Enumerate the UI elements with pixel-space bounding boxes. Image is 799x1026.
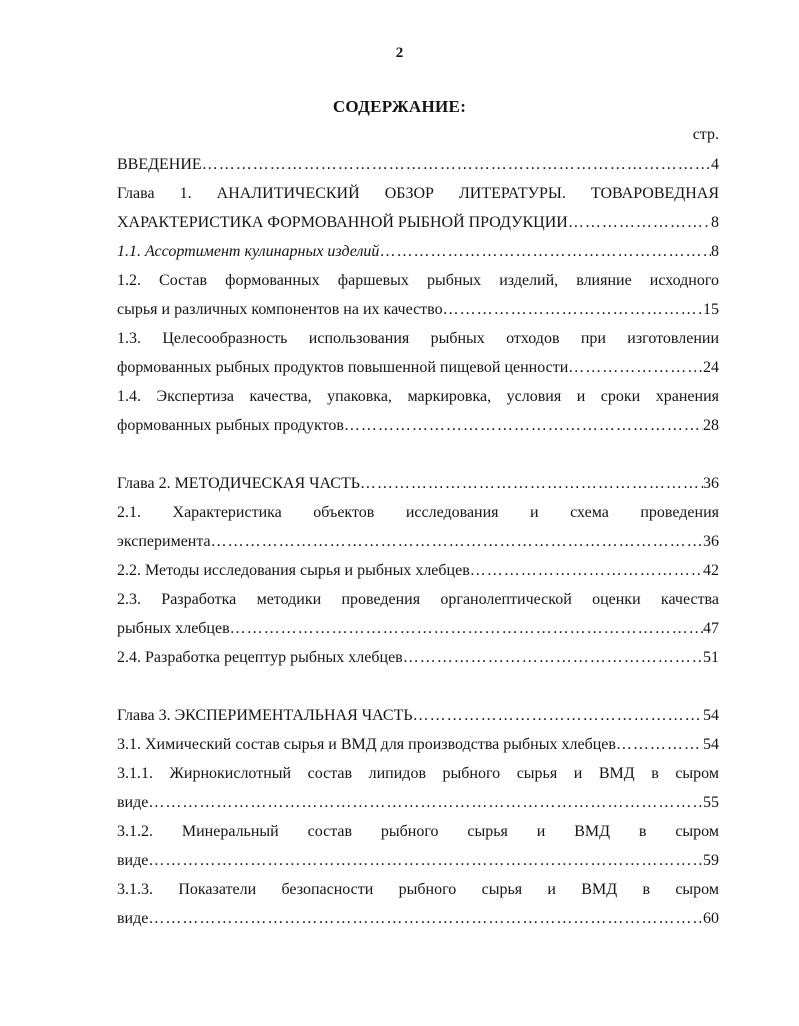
toc-entry-text: 2.4. Разработка рецептур рыбных хлебцев <box>117 649 403 666</box>
dot-leader <box>403 643 703 672</box>
toc-entry-page: 54 <box>703 707 719 724</box>
dot-leader <box>470 556 703 585</box>
toc-entry-page: 42 <box>703 562 719 579</box>
page-number: 2 <box>395 45 404 61</box>
toc-entry-page: 60 <box>703 910 719 927</box>
toc-entry-text: формованных рыбных продуктов <box>117 417 344 434</box>
toc-entry-text: ХАРАКТЕРИСТИКА ФОРМОВАННОЙ РЫБНОЙ ПРОДУКЦИИ <box>117 214 568 231</box>
toc-entry-3-1-1 <box>117 759 719 788</box>
table-of-contents <box>117 150 719 933</box>
toc-entry-text: 3.1.3. Показатели безопасности рыбного сырья и ВМД в сыром <box>117 881 719 898</box>
dot-leader <box>148 904 703 933</box>
toc-entry-text: сырья и различных компонентов на их качество <box>117 301 443 318</box>
toc-entry-page: 8 <box>711 243 719 260</box>
toc-entry-text: 2.2. Методы исследования сырья и рыбных хлебцев <box>117 562 470 579</box>
toc-entry-chapter-3 <box>117 701 719 730</box>
dot-leader <box>568 208 711 237</box>
toc-entry-text: 1.1. Ассортимент кулинарных изделий <box>117 243 380 260</box>
toc-entry-text: 1.2. Состав формованных фаршевых рыбных изделий, влияние исходного <box>117 272 719 289</box>
toc-entry-3-1-2 <box>117 817 719 846</box>
toc-entry-page: 36 <box>703 533 719 550</box>
dot-leader <box>616 730 703 759</box>
toc-entry-text: рыбных хлебцев <box>117 620 230 637</box>
toc-entry-page: 59 <box>703 852 719 869</box>
toc-entry-text: 1.4. Экспертиза качества, упаковка, маркировка, условия и сроки хранения <box>117 388 719 405</box>
toc-entry-2-3 <box>117 585 719 614</box>
toc-entry-3-1-3 <box>117 875 719 904</box>
toc-entry-page: 8 <box>711 214 719 231</box>
toc-entry-3-1-3-cont <box>117 904 719 933</box>
toc-entry-text: виде <box>117 794 149 811</box>
toc-entry-chapter-1-cont <box>117 208 719 237</box>
toc-entry-text: виде <box>117 852 149 869</box>
toc-entry-text: формованных рыбных продуктов повышенной пищевой ценности <box>117 359 569 376</box>
toc-entry-text: 1.3. Целесообразность использования рыбных отходов при изготовлении <box>117 330 719 347</box>
toc-entry-text: эксперимента <box>117 533 211 550</box>
toc-entry-text: Глава 1. АНАЛИТИЧЕСКИЙ ОБЗОР ЛИТЕРАТУРЫ. ТОВАРОВЕДНАЯ <box>117 185 719 202</box>
toc-entry-text: Глава 2. МЕТОДИЧЕСКАЯ ЧАСТЬ <box>117 475 360 492</box>
toc-entry-text: 2.3. Разработка методики проведения органолептической оценки качества <box>117 591 719 608</box>
dot-leader <box>148 846 703 875</box>
toc-title: СОДЕРЖАНИЕ: <box>332 97 467 116</box>
toc-entry-2-4 <box>117 643 719 672</box>
toc-entry-2-3-cont <box>117 614 719 643</box>
dot-leader <box>344 411 703 440</box>
toc-entry-page: 4 <box>711 156 719 173</box>
dot-leader <box>230 614 703 643</box>
toc-entry-text: 3.1.2. Минеральный состав рыбного сырья и ВМД в сыром <box>117 823 719 840</box>
dot-leader <box>211 527 703 556</box>
toc-entry-introduction <box>117 150 719 179</box>
toc-entry-2-1 <box>117 498 719 527</box>
toc-entry-2-1-cont <box>117 527 719 556</box>
toc-entry-3-1-2-cont <box>117 846 719 875</box>
dot-leader <box>568 353 703 382</box>
toc-entry-1-4-cont <box>117 411 719 440</box>
toc-entry-1-3 <box>117 324 719 353</box>
toc-entry-page: 24 <box>703 359 719 376</box>
toc-entry-page: 28 <box>703 417 719 434</box>
toc-entry-page: 47 <box>703 620 719 637</box>
toc-entry-text: ВВЕДЕНИЕ <box>117 156 202 173</box>
toc-entry-text: виде <box>117 910 149 927</box>
toc-entry-page: 51 <box>703 649 719 666</box>
toc-entry-1-2-cont <box>117 295 719 324</box>
toc-entry-text: 3.1.1. Жирнокислотный состав липидов рыбного сырья и ВМД в сыром <box>117 765 719 782</box>
toc-entry-chapter-1 <box>117 179 719 208</box>
toc-entry-1-1 <box>117 237 719 266</box>
toc-entry-1-4 <box>117 382 719 411</box>
dot-leader <box>443 295 703 324</box>
toc-entry-text: 3.1. Химический состав сырья и ВМД для производства рыбных хлебцев <box>117 736 616 753</box>
toc-entry-chapter-2 <box>117 469 719 498</box>
toc-entry-2-2 <box>117 556 719 585</box>
toc-entry-text: 2.1. Характеристика объектов исследования и схема проведения <box>117 504 719 521</box>
toc-entry-1-3-cont <box>117 353 719 382</box>
toc-entry-3-1 <box>117 730 719 759</box>
toc-entry-1-2 <box>117 266 719 295</box>
toc-entry-page: 15 <box>703 301 719 318</box>
toc-entry-page: 54 <box>703 736 719 753</box>
toc-entry-text: Глава 3. ЭКСПЕРИМЕНТАЛЬНАЯ ЧАСТЬ <box>117 707 413 724</box>
dot-leader <box>379 237 711 266</box>
dot-leader <box>413 701 703 730</box>
dot-leader <box>202 150 711 179</box>
dot-leader <box>360 469 703 498</box>
toc-entry-3-1-1-cont <box>117 788 719 817</box>
toc-entry-page: 36 <box>703 475 719 492</box>
toc-entry-page: 55 <box>703 794 719 811</box>
page-column-label: стр. <box>692 126 719 143</box>
dot-leader <box>148 788 703 817</box>
